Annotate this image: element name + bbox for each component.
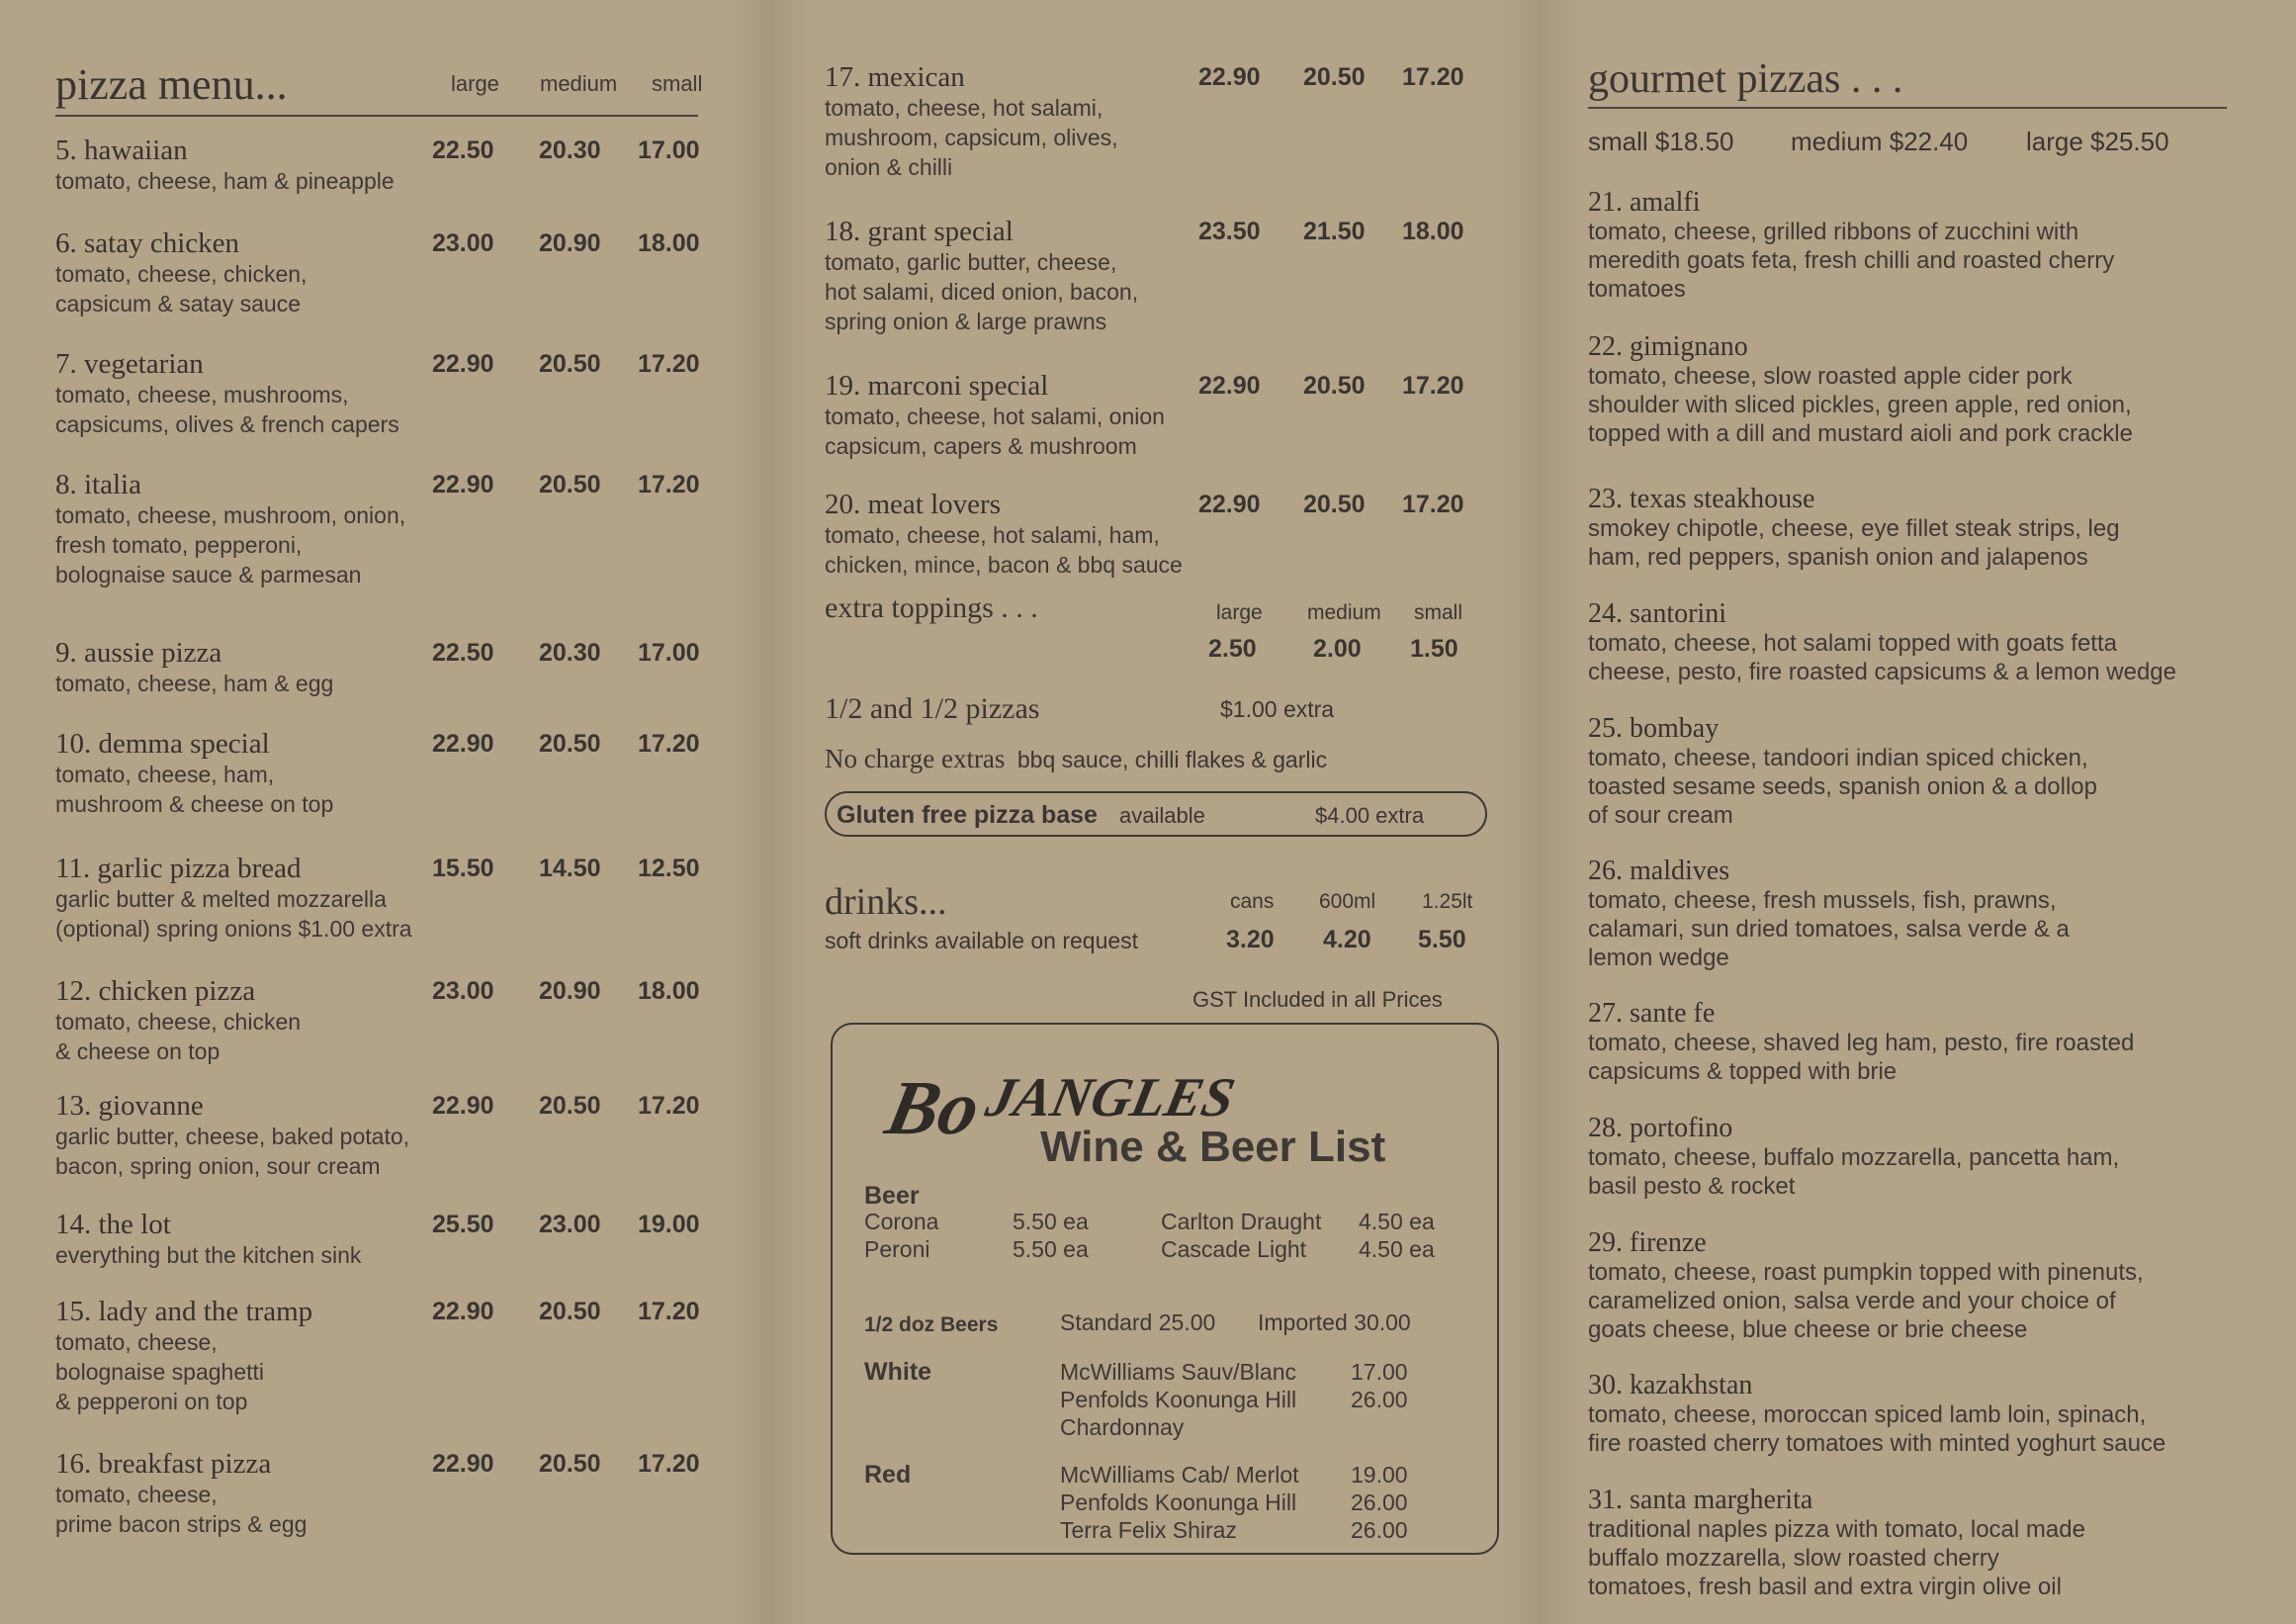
item-description: tomato, cheese, tandoori indian spiced chicken, [1588, 745, 2088, 771]
white-wine-price: 17.00 [1351, 1359, 1408, 1385]
drinks-600ml-label: 600ml [1319, 890, 1376, 913]
menu-item [825, 489, 1487, 580]
beer-price: 4.50 ea [1359, 1209, 1435, 1234]
item-description: hot salami, diced onion, bacon, [825, 279, 1139, 305]
drinks-125lt-price: 5.50 [1418, 926, 1466, 953]
price-small: 17.00 [638, 136, 700, 164]
beer-label: Beer [864, 1182, 920, 1210]
item-description: tomato, cheese, chicken, [55, 261, 308, 287]
item-name: 20. meat lovers [825, 489, 1001, 520]
price-large: 23.00 [432, 229, 494, 257]
price-large: 25.50 [432, 1211, 494, 1238]
item-description: caramelized onion, salsa verde and your choice of [1588, 1288, 2116, 1314]
item-description: meredith goats feta, fresh chilli and roasted cherry [1588, 247, 2115, 274]
half-half-price: $1.00 extra [1220, 696, 1335, 722]
item-description: tomato, cheese, buffalo mozzarella, pancetta ham, [1588, 1144, 2120, 1171]
item-description: bacon, spring onion, sour cream [55, 1153, 381, 1179]
beer-price: 5.50 ea [1013, 1236, 1089, 1262]
item-description: tomato, cheese, [55, 1329, 218, 1355]
price-medium: 20.50 [1303, 491, 1366, 518]
item-description: tomato, cheese, fresh mussels, fish, prawns, [1588, 887, 2057, 914]
drinks-title: drinks... [825, 881, 947, 923]
price-medium: 20.50 [1303, 63, 1366, 91]
item-description: garlic butter & melted mozzarella [55, 886, 387, 912]
red-wine-name: Penfolds Koonunga Hill [1060, 1489, 1297, 1515]
menu-item [55, 1448, 718, 1539]
item-description: tomato, garlic butter, cheese, [825, 249, 1117, 275]
menu-item [55, 853, 718, 944]
gourmet-header [1588, 55, 2227, 109]
price-large: 15.50 [432, 855, 494, 882]
item-description: tomato, cheese, ham, [55, 762, 275, 787]
price-medium: 20.50 [539, 350, 601, 378]
item-description: tomato, cheese, mushrooms, [55, 382, 349, 407]
item-name: 5. hawaiian [55, 135, 188, 166]
item-description: bolognaise spaghetti [55, 1359, 264, 1385]
extra-toppings [825, 591, 1487, 663]
half-half-row [825, 692, 1487, 726]
item-description: buffalo mozzarella, slow roasted cherry [1588, 1545, 1999, 1572]
price-small: 17.20 [638, 471, 700, 498]
beer-price: 5.50 ea [1013, 1209, 1089, 1234]
extra-small-price: 1.50 [1410, 635, 1458, 663]
white-wine-name: Penfolds Koonunga Hill [1060, 1387, 1297, 1412]
item-name: 8. italia [55, 469, 141, 500]
item-description: tomatoes, fresh basil and extra virgin olive oil [1588, 1574, 2062, 1600]
beer-name: Corona [864, 1209, 939, 1234]
price-medium: 20.30 [539, 136, 601, 164]
item-name: 10. demma special [55, 728, 270, 760]
column-medium-label: medium [540, 71, 618, 96]
half-doz-imported: Imported 30.00 [1258, 1309, 1411, 1335]
item-description: tomato, cheese, hot salami, ham, [825, 522, 1160, 548]
gluten-free-banner [825, 791, 1487, 837]
pizza-menu-panel [55, 0, 718, 1624]
item-description: shoulder with sliced pickles, green apple, red onion, [1588, 392, 2132, 418]
item-description: goats cheese, blue cheese or brie cheese [1588, 1316, 2028, 1343]
item-description: basil pesto & rocket [1588, 1173, 1796, 1200]
beer-name: Cascade Light [1161, 1236, 1307, 1262]
no-charge-row [825, 744, 1487, 774]
item-description: onion & chilli [825, 154, 953, 180]
price-small: 17.20 [638, 730, 700, 758]
price-small: 17.20 [638, 1450, 700, 1478]
item-name: 27. sante fe [1588, 998, 1716, 1029]
price-large: 22.50 [432, 136, 494, 164]
item-description: prime bacon strips & egg [55, 1511, 308, 1537]
beer-name: Carlton Draught [1161, 1209, 1322, 1234]
item-description: toasted sesame seeds, spanish onion & a dollop [1588, 773, 2098, 800]
extra-small-label: small [1414, 601, 1463, 624]
extra-medium-label: medium [1307, 601, 1381, 624]
drinks-sub: soft drinks available on request [825, 928, 1139, 953]
red-wine-price: 26.00 [1351, 1517, 1408, 1543]
item-name: 19. marconi special [825, 370, 1049, 402]
price-large: 22.50 [432, 639, 494, 667]
item-description: tomato, cheese, hot salami topped with goats fetta [1588, 630, 2117, 657]
gourmet-item [1588, 1228, 2260, 1344]
gourmet-small-price: small $18.50 [1588, 127, 1734, 156]
price-medium: 20.30 [539, 639, 601, 667]
price-large: 22.90 [1198, 491, 1261, 518]
price-medium: 20.90 [539, 229, 601, 257]
gourmet-large-price: large $25.50 [2026, 127, 2169, 156]
menu-item [55, 135, 718, 196]
item-description: tomato, cheese, ham & egg [55, 671, 334, 696]
drinks-cans-price: 3.20 [1226, 926, 1275, 953]
item-name: 9. aussie pizza [55, 637, 222, 669]
gourmet-item [1588, 714, 2260, 830]
gourmet-medium-price: medium $22.40 [1791, 127, 1969, 156]
item-name: 30. kazakhstan [1588, 1370, 1753, 1400]
price-large: 22.90 [1198, 63, 1261, 91]
menu-item [55, 975, 718, 1066]
price-small: 17.20 [1402, 372, 1464, 400]
drinks-section [825, 880, 1487, 953]
price-medium: 20.50 [539, 1092, 601, 1120]
gourmet-item [1588, 999, 2260, 1086]
item-description: & cheese on top [55, 1038, 221, 1064]
gourmet-item [1588, 485, 2260, 572]
item-description: capsicums & topped with brie [1588, 1058, 1898, 1085]
item-description: tomato, cheese, moroccan spiced lamb loin, spinach, [1588, 1401, 2147, 1428]
price-small: 18.00 [638, 977, 700, 1005]
item-description: mushroom & cheese on top [55, 791, 334, 817]
price-large: 22.90 [432, 1298, 494, 1325]
drinks-cans-label: cans [1230, 890, 1275, 913]
price-large: 22.90 [432, 730, 494, 758]
item-description: tomato, cheese, mushroom, onion, [55, 502, 406, 528]
fold-line-right [1501, 0, 1580, 1624]
gourmet-item [1588, 1371, 2260, 1458]
wine-list-title: Wine & Beer List [1040, 1123, 1386, 1171]
gourmet-item [1588, 1114, 2260, 1201]
price-small: 17.20 [638, 1298, 700, 1325]
item-description: tomato, cheese, slow roasted apple cider pork [1588, 363, 2073, 390]
menu-item [55, 469, 718, 589]
price-large: 22.90 [1198, 372, 1261, 400]
item-description: capsicums, olives & french capers [55, 411, 399, 437]
price-small: 17.20 [638, 1092, 700, 1120]
item-description: tomato, cheese, hot salami, [825, 95, 1104, 121]
price-small: 18.00 [1402, 218, 1464, 245]
item-description: tomato, cheese, chicken [55, 1009, 302, 1035]
item-description: capsicum & satay sauce [55, 291, 302, 316]
price-small: 19.00 [638, 1211, 700, 1238]
extra-toppings-label: extra toppings . . . [825, 591, 1038, 624]
pizza-menu-title: pizza menu... [55, 60, 288, 109]
item-name: 29. firenze [1588, 1227, 1707, 1258]
red-label: Red [864, 1461, 912, 1489]
item-description: lemon wedge [1588, 945, 1729, 971]
item-name: 11. garlic pizza bread [55, 853, 302, 884]
pizza-menu-header [55, 59, 703, 117]
gourmet-item [1588, 599, 2260, 686]
item-description: tomato, cheese, grilled ribbons of zucchini with [1588, 219, 2079, 245]
menu-item [55, 1090, 718, 1181]
red-wine-name: McWilliams Cab/ Merlot [1060, 1462, 1299, 1488]
red-wine-price: 19.00 [1351, 1462, 1408, 1488]
item-description: smokey chipotle, cheese, eye fillet steak strips, leg [1588, 515, 2120, 542]
price-medium: 21.50 [1303, 218, 1366, 245]
price-medium: 20.50 [539, 1298, 601, 1325]
menu-item [55, 637, 718, 698]
price-small: 17.00 [638, 639, 700, 667]
item-description: spring onion & large prawns [825, 309, 1107, 334]
svg-text:Bo: Bo [879, 1065, 988, 1151]
item-description: ham, red peppers, spanish onion and jalapenos [1588, 544, 2088, 571]
item-description: bolognaise sauce & parmesan [55, 562, 362, 587]
menu-item [825, 61, 1487, 182]
menu-item [55, 1209, 718, 1270]
price-medium: 20.50 [539, 1450, 601, 1478]
item-description: capsicum, capers & mushroom [825, 433, 1137, 459]
price-medium: 20.50 [539, 730, 601, 758]
item-description: garlic butter, cheese, baked potato, [55, 1124, 410, 1149]
red-wine-name: Terra Felix Shiraz [1060, 1517, 1237, 1543]
price-small: 17.20 [638, 350, 700, 378]
svg-text:JANGLES: JANGLES [980, 1067, 1240, 1128]
item-name: 15. lady and the tramp [55, 1296, 313, 1327]
drinks-600ml-price: 4.20 [1323, 926, 1371, 953]
item-description: cheese, pesto, fire roasted capsicums & a lemon wedge [1588, 659, 2176, 685]
price-small: 17.20 [1402, 63, 1464, 91]
gourmet-item [1588, 188, 2260, 304]
price-large: 22.90 [432, 350, 494, 378]
price-large: 23.50 [1198, 218, 1261, 245]
item-name: 7. vegetarian [55, 348, 204, 380]
item-name: 13. giovanne [55, 1090, 204, 1122]
gluten-free-label: Gluten free pizza base [837, 801, 1098, 829]
menu-item [55, 1296, 718, 1416]
gourmet-panel [1588, 0, 2260, 1624]
menu-item [55, 728, 718, 819]
white-wine-name: McWilliams Sauv/Blanc [1060, 1359, 1296, 1385]
no-charge-items: bbq sauce, chilli flakes & garlic [1016, 747, 1328, 772]
price-large: 23.00 [432, 977, 494, 1005]
gourmet-item [1588, 857, 2260, 972]
price-medium: 20.50 [539, 471, 601, 498]
extra-medium-price: 2.00 [1313, 635, 1362, 663]
item-description: tomato, cheese, roast pumpkin topped with pinenuts, [1588, 1259, 2144, 1286]
price-large: 22.90 [432, 471, 494, 498]
item-description: tomato, cheese, hot salami, onion [825, 404, 1165, 429]
drinks-125lt-label: 1.25lt [1422, 890, 1473, 913]
item-description: chicken, mince, bacon & bbq sauce [825, 552, 1183, 578]
item-description: fire roasted cherry tomatoes with minted yoghurt sauce [1588, 1430, 2166, 1457]
middle-panel [825, 0, 1487, 1624]
item-name: 12. chicken pizza [55, 975, 256, 1007]
gourmet-item [1588, 1486, 2260, 1601]
half-doz-label: 1/2 doz Beers [864, 1313, 999, 1336]
item-name: 18. grant special [825, 216, 1014, 247]
item-description: tomato, cheese, shaved leg ham, pesto, fire roasted [1588, 1030, 2135, 1056]
price-small: 18.00 [638, 229, 700, 257]
item-description: tomato, cheese, [55, 1482, 218, 1507]
item-description: fresh tomato, pepperoni, [55, 532, 303, 558]
item-description: topped with a dill and mustard aioli and pork crackle [1588, 420, 2133, 447]
extra-large-price: 2.50 [1208, 635, 1257, 663]
item-description: & pepperoni on top [55, 1389, 248, 1414]
item-description: everything but the kitchen sink [55, 1242, 362, 1268]
menu-item [825, 216, 1487, 336]
price-large: 22.90 [432, 1450, 494, 1478]
price-medium: 20.50 [1303, 372, 1366, 400]
white-label: White [864, 1358, 932, 1386]
item-description: traditional naples pizza with tomato, local made [1588, 1516, 2085, 1543]
column-large-label: large [451, 71, 499, 96]
item-description: of sour cream [1588, 802, 1733, 829]
item-name: 6. satay chicken [55, 227, 240, 259]
extra-large-label: large [1216, 601, 1263, 624]
beer-price: 4.50 ea [1359, 1236, 1435, 1262]
item-description: calamari, sun dried tomatoes, salsa verde & a [1588, 916, 2070, 943]
white-wine-name: Chardonnay [1060, 1414, 1185, 1440]
white-wine-price: 26.00 [1351, 1387, 1408, 1412]
item-description: (optional) spring onions $1.00 extra [55, 916, 412, 942]
gluten-free-price: $4.00 extra [1315, 803, 1425, 828]
price-small: 17.20 [1402, 491, 1464, 518]
wine-beer-list [831, 1023, 1499, 1555]
menu-item [825, 370, 1487, 461]
item-name: 25. bombay [1588, 713, 1720, 744]
fold-line-left [732, 0, 811, 1624]
price-medium: 23.00 [539, 1211, 601, 1238]
half-half-label: 1/2 and 1/2 pizzas [825, 692, 1040, 725]
menu-item [55, 348, 718, 439]
item-name: 16. breakfast pizza [55, 1448, 272, 1480]
price-medium: 14.50 [539, 855, 601, 882]
item-name: 14. the lot [55, 1209, 171, 1240]
item-name: 28. portofino [1588, 1113, 1733, 1143]
item-description: mushroom, capsicum, olives, [825, 125, 1118, 150]
item-name: 24. santorini [1588, 598, 1726, 629]
item-name: 22. gimignano [1588, 331, 1748, 362]
price-small: 12.50 [638, 855, 700, 882]
price-medium: 20.90 [539, 977, 601, 1005]
item-name: 17. mexican [825, 61, 965, 93]
gourmet-title: gourmet pizzas . . . [1588, 56, 1903, 102]
gluten-free-available: available [1119, 803, 1205, 828]
half-doz-standard: Standard 25.00 [1060, 1309, 1216, 1335]
beer-name: Peroni [864, 1236, 930, 1262]
item-name: 26. maldives [1588, 856, 1730, 886]
gourmet-item [1588, 332, 2260, 448]
item-name: 31. santa margherita [1588, 1485, 1813, 1515]
no-charge-label: No charge extras [825, 744, 1006, 773]
price-large: 22.90 [432, 1092, 494, 1120]
item-name: 23. texas steakhouse [1588, 484, 1815, 514]
red-wine-price: 26.00 [1351, 1489, 1408, 1515]
gst-note: GST Included in all Prices [1192, 987, 1443, 1012]
item-description: tomato, cheese, ham & pineapple [55, 168, 395, 194]
menu-item [55, 227, 718, 318]
item-description: tomatoes [1588, 276, 1686, 303]
column-small-label: small [652, 71, 703, 96]
item-name: 21. amalfi [1588, 187, 1701, 218]
